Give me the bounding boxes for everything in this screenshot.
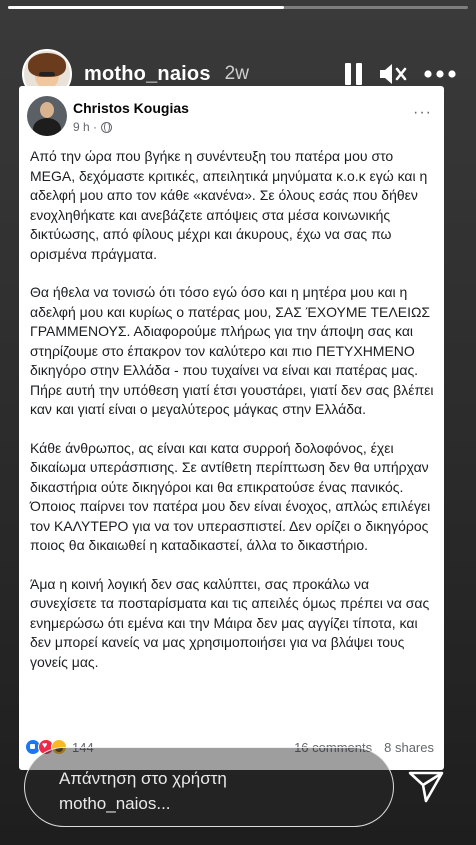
reply-input[interactable]	[24, 747, 394, 827]
pause-icon[interactable]	[345, 63, 362, 85]
reply-placeholder-line1: Απάντηση στο χρήστη	[59, 769, 227, 788]
post-paragraph: Κάθε άνθρωπος, ας είναι και κατα συρροή δολοφόνος, έχει δικαίωμα υπεράσπισης. Σε αντίθετη περίπτωση δεν θα υπήρχαν δικαστήρια ούτε δικηγόροι και θα επικρατούσε ένας πανικός. Όποιος παίρνει τον πατέρα μου δεν είναι ένοχος, απλώς επιλέγει τον ΚΑΛΥΤΕΡΟ για να τον υπερασπιστεί. Δεν ορίζει ο δικηγόρος ποιος θα δικαιωθεί η καταδικαστεί, άλλα το δικαστήριο.	[30, 439, 431, 553]
story-username[interactable]: motho_naios	[84, 62, 211, 85]
story-controls	[345, 61, 456, 87]
post-time: 9 h ·	[73, 120, 98, 134]
shares-count: 8 shares	[384, 739, 434, 755]
post-text	[30, 147, 434, 691]
post-author-name: Christos Kougias	[73, 100, 189, 116]
globe-icon	[101, 122, 112, 133]
post-author-avatar	[27, 96, 67, 136]
post-paragraph: Άμα η κοινή λογική δεν σας καλύπτει, σας προκάλω να συνεχίσετε τα ποσταρίσματα και τις απειλές όμως πρέπει να σας ενημερώσω ότι εμένα και την Μάιρα δεν μας αγγίζει τίποτα, και δεν μπορεί κανείς να μας χρησιμοποιήσει για να βλάψει τους γονείς μας.	[30, 575, 430, 670]
story-progress-bar	[8, 6, 468, 9]
reactions-count: 144	[72, 739, 94, 755]
shared-post-card[interactable]	[19, 86, 444, 770]
comments-count: 16 comments	[294, 739, 373, 755]
story-progress-fill	[8, 6, 284, 9]
post-paragraph: Θα ήθελα να τονισώ ότι τόσο εγώ όσο και η μητέρα μου και η αδελφή μου και κυρίως ο πατέρας μου, ΣΑΣ ΈΧΟΥΜΕ ΤΕΛΕΙΩΣ ΓΡΑΜΜΕΝΟΥΣ. Αδιαφορούμε πλήρως για την άποψη σας και στηρίζουμε στο έπακρον τον καλύτερο και πιο ΠΕΤΥΧΗΜΕΝΟ δικηγόρο στην Ελλάδα - που τυχαίνει να είναι και πατέρας μας. Πήρε αυτή την υπόθεση γιατί έτσι γουστάρει, γιατί δεν σας βλέπει καν και γιατί είναι ο μεγαλύτερος μάγκας στην Ελλάδα.	[30, 284, 434, 417]
post-meta	[73, 120, 112, 134]
reply-placeholder-line2: motho_naios...	[59, 794, 171, 813]
post-more-icon: ···	[413, 104, 432, 121]
story-time: 2w	[224, 63, 249, 84]
post-paragraph: Από την ώρα που βγήκε η συνέντευξη του πατέρα μου στο MEGA, δεχόμαστε κριτικές, απειλητικά μηνύματα κ.ο.κ εγώ και η αδελφή μου απο τον κάθε «κανένα». Σε όλους εσάς που δήθεν ενοχληθήκατε και ανεβάζετε απόψεις στα μέσα κοινωνικής δικτύωσης, από φίλους μέχρι και άκυρους, έχω να σας πω ορισμένα πράγματα.	[30, 148, 428, 262]
send-icon[interactable]	[407, 768, 445, 809]
post-header	[27, 96, 436, 140]
more-icon[interactable]	[424, 70, 456, 78]
mute-icon[interactable]	[378, 61, 408, 87]
